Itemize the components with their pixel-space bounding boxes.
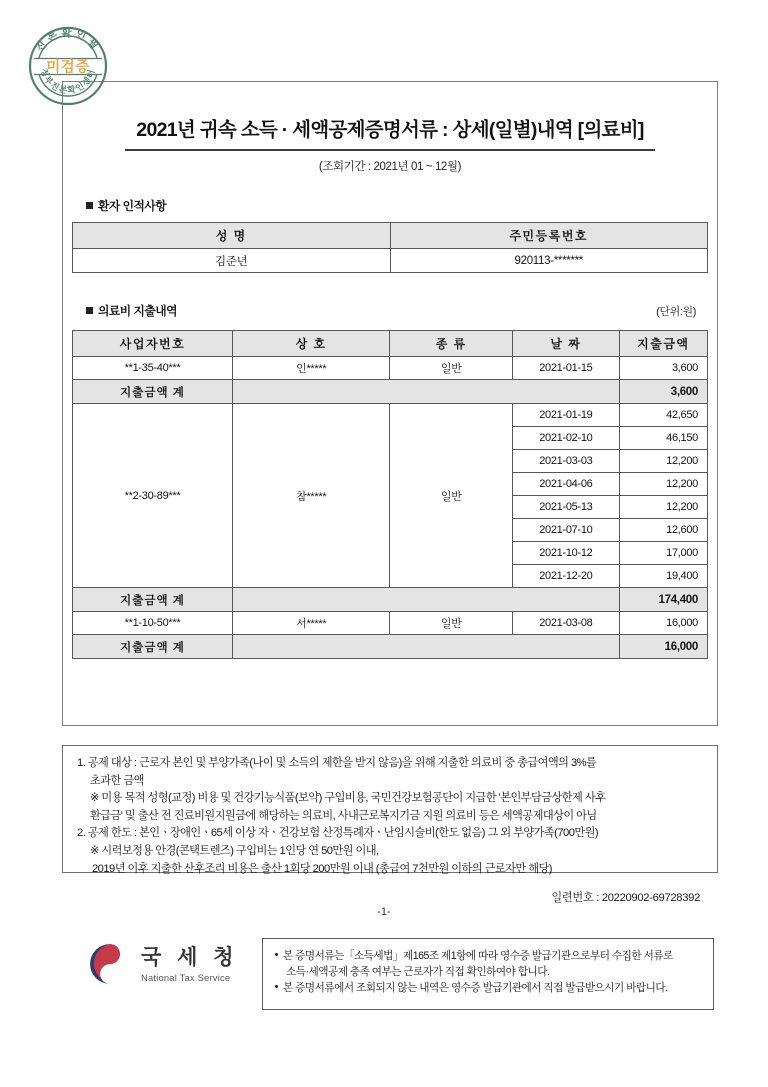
cell-subtotal-amount: 3,600 (619, 380, 707, 404)
cell-date: 2021-04-06 (513, 473, 620, 496)
cell-shop-name: 인***** (233, 357, 390, 380)
authenticity-seal-stamp (22, 20, 114, 112)
nts-logo-text (141, 945, 239, 982)
cell-kind: 일반 (390, 404, 513, 588)
title-block (62, 118, 718, 174)
cell-subtotal-label: 지출금액 계 (73, 380, 233, 404)
table-subtotal-row (73, 380, 708, 404)
footer-notice-box (262, 938, 714, 1010)
deduction-notes-box (62, 745, 718, 873)
footer-notice-1-text: 본 증명서류는「소득세법」제165조 제1항에 따라 영수증 발급기관으로부터 수집한 서류로 (283, 950, 673, 962)
cell-date: 2021-03-08 (513, 612, 620, 635)
table-row (73, 612, 708, 635)
seal-bottom-arc-text: 정부진본확인센터 (38, 67, 98, 96)
nts-logo-korean: 국 세 청 (141, 946, 239, 970)
bullet-dot-icon (275, 985, 278, 988)
cell-resident-id: 920113-******* (390, 249, 708, 273)
footer-notice-2 (275, 980, 703, 996)
table-row (73, 404, 708, 427)
table-row (73, 357, 708, 380)
section-label-text: 환자 인적사항 (98, 199, 167, 213)
cell-amount: 12,600 (619, 519, 707, 542)
inquiry-period: (조회기간 : 2021년 01 ~ 12월) (318, 160, 462, 173)
cell-amount: 46,150 (619, 427, 707, 450)
note-line-3: ※ 미용 목적 성형(교정) 비용 및 건강기능식품(보약) 구입비용, 국민건강보험공단이 지급한 '본인부담금상한제 사후 (90, 792, 606, 805)
table-subtotal-row (73, 635, 708, 659)
cell-patient-name: 김준년 (73, 249, 391, 273)
cell-date: 2021-07-10 (513, 519, 620, 542)
square-bullet-icon (86, 202, 93, 209)
cell-subtotal-spacer (233, 380, 620, 404)
cell-date: 2021-12-20 (513, 565, 620, 588)
taegeuk-swirl-icon (88, 942, 132, 986)
cell-amount: 42,650 (619, 404, 707, 427)
cell-amount: 17,000 (619, 542, 707, 565)
note-line-2: 초과한 금액 (90, 774, 144, 787)
section-label-medical-expenses (86, 302, 177, 319)
patient-info-table (72, 222, 708, 273)
cell-subtotal-amount: 16,000 (619, 635, 707, 659)
seal-center-text: 미검증 (46, 59, 90, 76)
cell-amount: 16,000 (619, 612, 707, 635)
column-header-kind: 종 류 (390, 331, 513, 357)
footer-notice-1 (275, 948, 703, 964)
cell-date: 2021-01-15 (513, 357, 620, 380)
cell-subtotal-label: 지출금액 계 (73, 635, 233, 659)
cell-amount: 3,600 (619, 357, 707, 380)
cell-subtotal-label: 지출금액 계 (73, 588, 233, 612)
cell-business-no: **2-30-89*** (73, 404, 233, 588)
cell-shop-name: 서***** (233, 612, 390, 635)
cell-amount: 12,200 (619, 450, 707, 473)
note-line-7: 2019년 이후 지출한 산후조리 비용은 출산 1회당 200만원 이내 (총급여 7천만원 이하의 근로자만 해당) (92, 862, 552, 875)
column-header-business-no: 사업자번호 (73, 331, 233, 357)
table-header-row (73, 331, 708, 357)
column-header-amount: 지출금액 (619, 331, 707, 357)
nts-logo-english: National Tax Service (141, 972, 231, 984)
section-label-patient-info (86, 197, 166, 214)
medical-expense-table (72, 330, 708, 659)
table-subtotal-row (73, 588, 708, 612)
cell-shop-name: 참***** (233, 404, 390, 588)
note-line-5: 2. 공제 한도 : 본인ㆍ장애인ㆍ65세 이상 자ㆍ건강보험 산정특례자ㆍ난임시술비(한도 없음) 그 외 부양가족(700만원) (77, 827, 599, 840)
table-header-row (73, 223, 708, 249)
column-header-name: 성 명 (73, 223, 391, 249)
cell-subtotal-spacer (233, 635, 620, 659)
page-number: -1- (377, 906, 391, 918)
cell-business-no: **1-35-40*** (73, 357, 233, 380)
cell-date: 2021-03-03 (513, 450, 620, 473)
page-title: 2021년 귀속 소득 · 세액공제증명서류 : 상세(일별)내역 [의료비] (136, 119, 644, 141)
cell-date: 2021-05-13 (513, 496, 620, 519)
cell-subtotal-spacer (233, 588, 620, 612)
table-row (73, 249, 708, 273)
footer-notice-2-text: 본 증명서류에서 조회되지 않는 내역은 영수증 발급기관에서 직접 발급받으시기 바랍니다. (283, 982, 668, 994)
note-line-4: 환급금' 및 출산 전 진료비원지원금에 해당하는 의료비, 사내근로복지기금 지원 의료비 등은 세액공제대상이 아님 (90, 809, 597, 822)
cell-kind: 일반 (390, 357, 513, 380)
title-underline (125, 149, 655, 150)
cell-date: 2021-10-12 (513, 542, 620, 565)
cell-date: 2021-01-19 (513, 404, 620, 427)
currency-unit-note: (단위:원) (656, 306, 696, 318)
serial-number: 일련번호 : 20220902-69728392 (551, 892, 700, 904)
column-header-date: 날 짜 (513, 331, 620, 357)
note-line-1: 1. 공제 대상 : 근로자 본인 및 부양가족(나이 및 소득의 제한을 받지 않음)을 위해 지출한 의료비 중 총급여액의 3%를 (77, 757, 597, 769)
cell-date: 2021-02-10 (513, 427, 620, 450)
cell-business-no: **1-10-50*** (73, 612, 233, 635)
note-line-6: ※ 시력보정용 안경(콘택트렌즈) 구입비는 1인당 연 50만원 이내, (90, 844, 379, 857)
square-bullet-icon (86, 307, 93, 314)
cell-subtotal-amount: 174,400 (619, 588, 707, 612)
column-header-resident-id: 주민등록번호 (390, 223, 708, 249)
cell-kind: 일반 (390, 612, 513, 635)
cell-amount: 19,400 (619, 565, 707, 588)
svg-text:진본확인필 (33, 26, 104, 54)
cell-amount: 12,200 (619, 473, 707, 496)
nts-logo (88, 942, 239, 986)
footer-notice-1-cont: 소득·세액공제 충족 여부는 근로자가 직접 확인하여야 합니다. (286, 966, 550, 978)
column-header-shop-name: 상 호 (233, 331, 390, 357)
cell-amount: 12,200 (619, 496, 707, 519)
section-label-text: 의료비 지출내역 (98, 304, 178, 318)
bullet-dot-icon (275, 953, 278, 956)
seal-top-arc-text: 진본확인필 (33, 27, 103, 55)
